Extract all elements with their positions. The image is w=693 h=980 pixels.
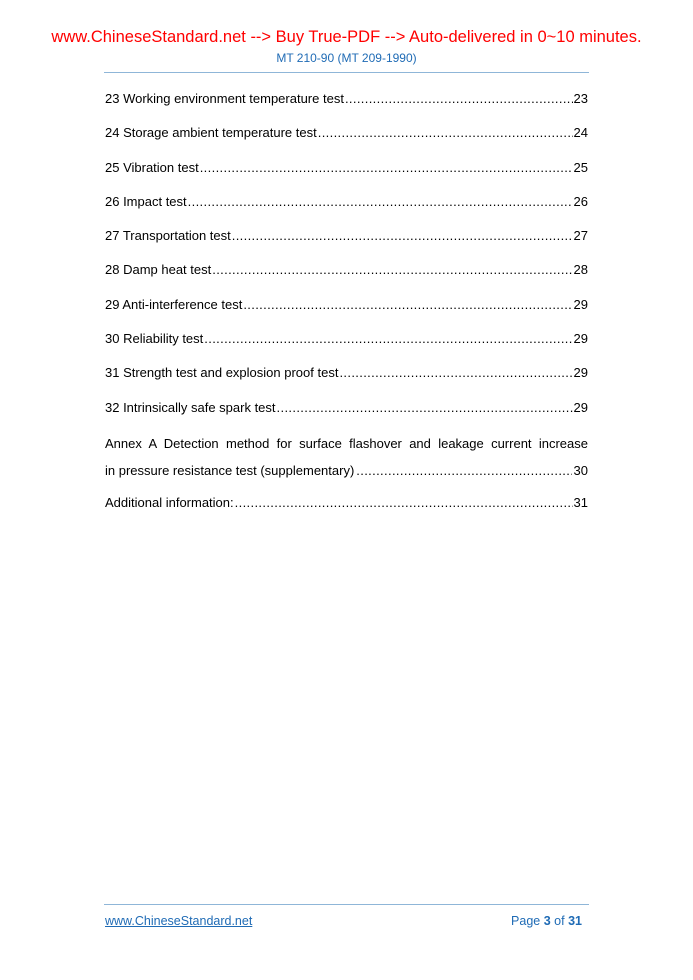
toc-entry-title: 29 Anti-interference test (105, 296, 243, 312)
toc-entry-page: 26 (573, 193, 588, 209)
toc-entry-page: 29 (573, 365, 588, 381)
document-id: MT 210-90 (MT 209-1990) (276, 51, 417, 65)
toc-entry-title: Additional information: (105, 494, 234, 510)
toc-entry[interactable] (105, 327, 588, 351)
toc-entry-page: 25 (573, 159, 588, 175)
dot-leader (188, 190, 573, 214)
toc-entry-page: 29 (573, 399, 588, 415)
toc-entry-annex[interactable] (105, 430, 588, 484)
dot-leader (339, 361, 572, 385)
header-divider (104, 72, 589, 73)
footer-divider (104, 904, 589, 905)
page-number (511, 913, 582, 929)
dot-leader (232, 224, 573, 248)
toc-entry-title: 24 Storage ambient temperature test (105, 125, 317, 141)
page-of: of (554, 914, 565, 928)
toc-entry[interactable] (105, 293, 588, 317)
toc-entry-page: 24 (573, 125, 588, 141)
page-total: 31 (568, 914, 582, 928)
toc-entry[interactable] (105, 156, 588, 180)
page-prefix: Page (511, 914, 541, 928)
toc-entry-title: 32 Intrinsically safe spark test (105, 399, 276, 415)
toc-entry[interactable] (105, 224, 588, 248)
toc-entry-page: 27 (573, 228, 588, 244)
toc-entry[interactable] (105, 190, 588, 214)
dot-leader (200, 156, 573, 180)
toc-entry[interactable] (105, 87, 588, 111)
table-of-contents (105, 87, 588, 525)
toc-entry[interactable] (105, 361, 588, 385)
toc-entry-title: 30 Reliability test (105, 331, 204, 347)
dot-leader (235, 491, 573, 515)
toc-entry[interactable] (105, 396, 588, 420)
footer-website-link[interactable]: www.ChineseStandard.net (105, 914, 253, 928)
toc-entry[interactable] (105, 258, 588, 282)
toc-entry-additional[interactable] (105, 491, 588, 515)
toc-entry-title: 28 Damp heat test (105, 262, 212, 278)
toc-annex-title-line2: in pressure resistance test (supplementary) (105, 462, 355, 478)
toc-entry-page: 31 (573, 494, 588, 510)
dot-leader (345, 87, 573, 111)
toc-annex-title-line1: Annex A Detection method for surface flashover and leakage current increase (105, 435, 588, 451)
dot-leader (243, 293, 572, 317)
header-banner: www.ChineseStandard.net --> Buy True-PDF --> Auto-delivered in 0~10 minutes. (51, 28, 642, 46)
toc-entry-page: 29 (573, 331, 588, 347)
dot-leader (212, 258, 572, 282)
toc-entry-page: 23 (573, 91, 588, 106)
dot-leader (356, 457, 571, 484)
toc-entry-title: 26 Impact test (105, 193, 187, 209)
toc-entry-page: 29 (573, 296, 588, 312)
toc-entry-title: 23 Working environment temperature test (105, 91, 344, 106)
toc-entry[interactable] (105, 121, 588, 145)
page-current: 3 (543, 914, 551, 928)
toc-entry-title: 25 Vibration test (105, 159, 199, 175)
dot-leader (277, 396, 573, 420)
toc-entry-title: 27 Transportation test (105, 228, 231, 244)
dot-leader (204, 327, 572, 351)
dot-leader (318, 121, 573, 145)
toc-entry-page: 30 (573, 462, 588, 478)
toc-entry-page: 28 (573, 262, 588, 278)
toc-entry-title: 31 Strength test and explosion proof test (105, 365, 339, 381)
